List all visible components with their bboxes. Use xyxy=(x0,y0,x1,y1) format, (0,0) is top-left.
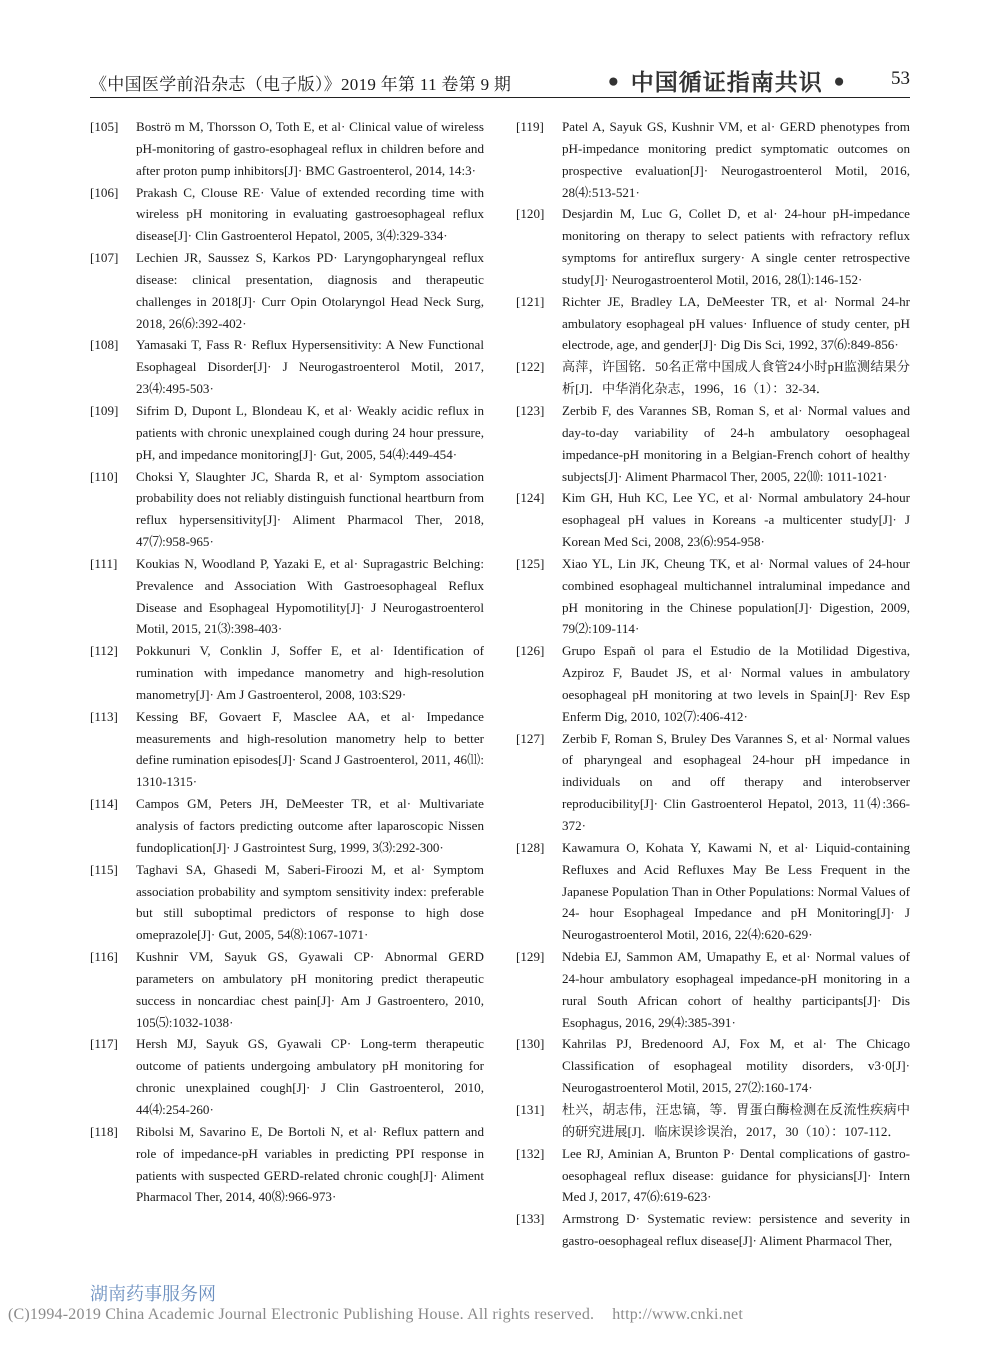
reference-text: Boströ m M, Thorsson O, Toth E, et al· Clinical value of wireless pH-monitoring of gastro-esophageal reflux in children before and after proton pump inhibitors[J]· BMC Gastroenterol, 2014, 14:3· xyxy=(136,119,484,178)
reference-number: [111] xyxy=(90,555,118,571)
reference-item xyxy=(516,1099,910,1143)
reference-number: [125] xyxy=(516,555,545,571)
watermark-text: 湖南药事服务网 xyxy=(90,1284,216,1305)
reference-item xyxy=(516,1208,910,1252)
reference-item xyxy=(516,837,910,946)
reference-text: Richter JE, Bradley LA, DeMeester TR, et al· Normal 24-hr ambulatory esophageal pH values· Influence of study center, pH electrode, age, and gender[J]· Dig Dis Sci, 1992, 37⑹:849-856· xyxy=(562,293,910,353)
reference-number: [118] xyxy=(90,1123,118,1139)
reference-text: Kim GH, Huh KC, Lee YC, et al· Normal ambulatory 24-hour esophageal pH values in Koreans -a multicenter study[J]· J Korean Med Sci, 2008, 23⑹:954-958· xyxy=(562,490,910,550)
reference-item xyxy=(90,334,484,400)
reference-number: [113] xyxy=(90,708,118,724)
reference-text: Pokkunuri V, Conklin J, Soffer E, et al· Identification of rumination with impedance manometry and high-resolution manometry[J]· Am J Gastroenterol, 2008, 103:S29· xyxy=(136,643,484,702)
reference-number: [110] xyxy=(90,468,118,484)
page-number: 53 xyxy=(891,68,910,89)
reference-item xyxy=(90,400,484,466)
page-header xyxy=(90,62,910,102)
reference-item xyxy=(516,116,910,203)
reference-item xyxy=(90,640,484,706)
footer-url-link[interactable]: http://www.cnki.net xyxy=(612,1306,743,1323)
reference-text: Kahrilas PJ, Bredenoord AJ, Fox M, et al· The Chicago Classification of esophageal motility disorders, v3·0[J]· Neurogastroenterol Motil, 2015, 27⑵:160-174· xyxy=(562,1036,910,1096)
reference-number: [130] xyxy=(516,1036,545,1052)
reference-item xyxy=(90,859,484,946)
reference-item xyxy=(516,640,910,727)
reference-number: [122] xyxy=(516,359,545,375)
reference-text: Koukias N, Woodland P, Yazaki E, et al· Supragastric Belching: Prevalence and Association With Gastroesophageal Reflux Disease and Esophageal Hypomotility[J]· J Neurogastroenterol Motil, 2015, 21⑶:398-403· xyxy=(136,555,484,637)
reference-item xyxy=(516,400,910,487)
reference-text: Zerbib F, Roman S, Bruley Des Varannes S, et al· Normal values of pharyngeal and esophageal 24-hour pH impedance in individuals on and off therapy and interobserver reproducibility[J]· Clin Gastroenterol Hepatol, 2013, 11⑷:366-372· xyxy=(562,730,910,833)
reference-number: [128] xyxy=(516,839,545,855)
reference-item xyxy=(90,1121,484,1208)
reference-text: Hersh MJ, Sayuk GS, Gyawali CP· Long-term therapeutic outcome of patients undergoing ambulatory pH monitoring for chronic unexplained cough[J]· J Clin Gastroenterol, 2010, 44⑷:254-260· xyxy=(136,1036,484,1117)
reference-number: [131] xyxy=(516,1101,545,1117)
reference-text: Ribolsi M, Savarino E, De Bortoli N, et al· Reflux pattern and role of impedance-pH variables in predicting PPI response in patients with suspected GERD-related chronic cough[J]· Aliment Pharmacol Ther, 2014, 40⑻:966-973· xyxy=(136,1123,484,1205)
reference-text: Xiao YL, Lin JK, Cheung TK, et al· Normal values of 24-hour combined esophageal multichannel intraluminal impedance and pH monitoring in the Chinese population[J]· Digestion, 2009, 79⑵:109-114· xyxy=(562,555,910,637)
reference-text: Yamasaki T, Fass R· Reflux Hypersensitivity: A New Functional Esophageal Disorder[J]· J Neurogastroenterol Motil, 2017, 23⑷:495-503· xyxy=(136,337,484,397)
reference-number: [121] xyxy=(516,293,545,309)
reference-number: [120] xyxy=(516,206,545,222)
reference-item xyxy=(516,487,910,553)
reference-number: [106] xyxy=(90,184,119,200)
reference-item xyxy=(90,793,484,859)
reference-number: [112] xyxy=(90,643,118,659)
reference-column-left xyxy=(90,116,484,1208)
reference-item xyxy=(516,356,910,400)
reference-number: [115] xyxy=(90,861,118,877)
reference-item xyxy=(90,182,484,248)
reference-text: Desjardin M, Luc G, Collet D, et al· 24-hour pH-impedance monitoring on therapy to select patients with refractory reflux symptoms for antireflux surgery· A single center retrospective study[J]· Neurogastroenterol Motil, 2016, 28⑴:146-152· xyxy=(562,206,910,287)
reference-item xyxy=(516,946,910,1033)
reference-number: [126] xyxy=(516,643,545,659)
reference-item xyxy=(516,203,910,290)
reference-number: [105] xyxy=(90,119,119,134)
reference-text: Zerbib F, des Varannes SB, Roman S, et al· Normal values and day-to-day variability of 24-h ambulatory oesophageal impedance-pH monitoring in a Belgian-French cohort of healthy subjects[J]· Aliment Pharmacol Ther, 2005, 22⑽: 1011-1021· xyxy=(562,402,910,484)
reference-text: Lee RJ, Aminian A, Brunton P· Dental complications of gastro-oesophageal reflux disease: guidance for physicians[J]· Intern Med J, 2017, 47⑹:619-623· xyxy=(562,1145,910,1205)
reference-item xyxy=(516,291,910,357)
reference-number: [133] xyxy=(516,1211,545,1227)
reference-item xyxy=(90,466,484,553)
reference-number: [114] xyxy=(90,796,118,812)
reference-text: Kawamura O, Kohata Y, Kawami N, et al· Liquid-containing Refluxes and Acid Refluxes May Be Less Frequent in the Japanese Population Than in Other Populations: Normal Values of 24- hour Esophageal Impedance and pH Monitoring[J]· J Neurogastroenterol Motil, 2016, 22⑷:620-629· xyxy=(562,839,910,943)
reference-text: Kessing BF, Govaert F, Masclee AA, et al· Impedance measurements and high-resolution manometry help to better define rumination episodes[J]· Scand J Gastroenterol, 2011, 46⑾: 1310-1315· xyxy=(136,708,484,790)
reference-number: [119] xyxy=(516,119,544,134)
reference-text: Grupo Españ ol para el Estudio de la Motilidad Digestiva, Azpiroz F, Baudet JS, et al· Normal values in ambulatory oesophageal pH monitoring at two levels in Spain[J]· Rev Esp Enferm Dig, 2010, 102⑺:406-412· xyxy=(562,643,910,724)
section-title: • 中国循证指南共识 • xyxy=(606,70,848,96)
page-footer xyxy=(8,1306,992,1324)
reference-item xyxy=(90,1033,484,1120)
reference-item xyxy=(90,706,484,793)
reference-number: [116] xyxy=(90,949,118,965)
reference-text: 杜兴，胡志伟，汪忠镐，等．胃蛋白酶检测在反流性疾病中的研究进展[J]．临床误诊误治，2017，30（10）：107-112． xyxy=(562,1101,910,1139)
reference-text: Prakash C, Clouse RE· Value of extended recording time with wireless pH monitoring in evaluating gastroesophageal reflux disease[J]· Clin Gastroenterol Hepatol, 2005, 3⑷:329-334· xyxy=(136,184,484,244)
reference-text: Ndebia EJ, Sammon AM, Umapathy E, et al· Normal values of 24-hour ambulatory esophageal impedance-pH monitoring in a rural South African cohort of healthy participants[J]· Dis Esophagus, 2016, 29⑷:385-391· xyxy=(562,949,910,1030)
reference-text: Kushnir VM, Sayuk GS, Gyawali CP· Abnormal GERD parameters on ambulatory pH monitoring predict therapeutic success in noncardiac chest pain[J]· Am J Gastroentero, 2010, 105⑸:1032-1038· xyxy=(136,949,484,1030)
reference-item xyxy=(90,247,484,334)
reference-number: [107] xyxy=(90,250,119,266)
copyright-text: (C)1994-2019 China Academic Journal Electronic Publishing House. All rights reserved. xyxy=(8,1306,595,1323)
reference-item xyxy=(516,1033,910,1099)
header-rule xyxy=(90,97,910,98)
reference-number: [124] xyxy=(516,490,545,506)
journal-title: 《中国医学前沿杂志（电子版）》2019 年第 11 卷第 9 期 xyxy=(90,75,512,94)
reference-text: Campos GM, Peters JH, DeMeester TR, et al· Multivariate analysis of factors predicting outcome after laparoscopic Nissen fundoplication[J]· J Gastrointest Surg, 1999, 3⑶:292-300· xyxy=(136,796,484,855)
reference-number: [127] xyxy=(516,730,545,746)
reference-text: Armstrong D· Systematic review: persistence and severity in gastro-oesophageal reflux disease[J]· Aliment Pharmacol Ther, xyxy=(562,1211,910,1249)
reference-item xyxy=(516,553,910,640)
reference-text: 高萍，许国铭．50名正常中国成人食管24小时pH监测结果分析[J]．中华消化杂志，1996，16（1）：32-34． xyxy=(562,359,910,397)
reference-number: [117] xyxy=(90,1036,118,1052)
reference-text: Taghavi SA, Ghasedi M, Saberi-Firoozi M, et al· Symptom association probability and symptom sensitivity index: preferable but still suboptimal predictors of response to high dose omeprazole[J]· Gut, 2005, 54⑻:1067-1071· xyxy=(136,861,484,943)
reference-text: Choksi Y, Slaughter JC, Sharda R, et al· Symptom association probability does not reliably distinguish functional heartburn from reflux hypersensitivity[J]· Aliment Pharmacol Ther, 2018, 47⑺:958-965· xyxy=(136,468,484,550)
reference-number: [108] xyxy=(90,337,119,353)
reference-number: [123] xyxy=(516,402,545,418)
reference-number: [129] xyxy=(516,949,545,965)
reference-number: [109] xyxy=(90,402,119,418)
reference-item xyxy=(516,728,910,837)
reference-item xyxy=(516,1143,910,1209)
reference-text: Lechien JR, Saussez S, Karkos PD· Laryngopharyngeal reflux disease: clinical presentation, diagnosis and therapeutic challenges in 2018[J]· Curr Opin Otolaryngol Head Neck Surg, 2018, 26⑹:392-402· xyxy=(136,250,484,331)
reference-text: Patel A, Sayuk GS, Kushnir VM, et al· GERD phenotypes from pH-impedance monitoring predict symptomatic outcomes on prospective evaluation[J]· Neurogastroenterol Motil, 2016, 28⑷:513-521· xyxy=(562,119,910,200)
reference-text: Sifrim D, Dupont L, Blondeau K, et al· Weakly acidic reflux in patients with chronic unexplained cough during 24 hour pressure, pH, and impedance monitoring[J]· Gut, 2005, 54⑷:449-454· xyxy=(136,402,484,462)
reference-number: [132] xyxy=(516,1145,545,1161)
reference-item xyxy=(90,553,484,640)
reference-item xyxy=(90,946,484,1033)
reference-item xyxy=(90,116,484,182)
reference-column-right xyxy=(516,116,910,1252)
